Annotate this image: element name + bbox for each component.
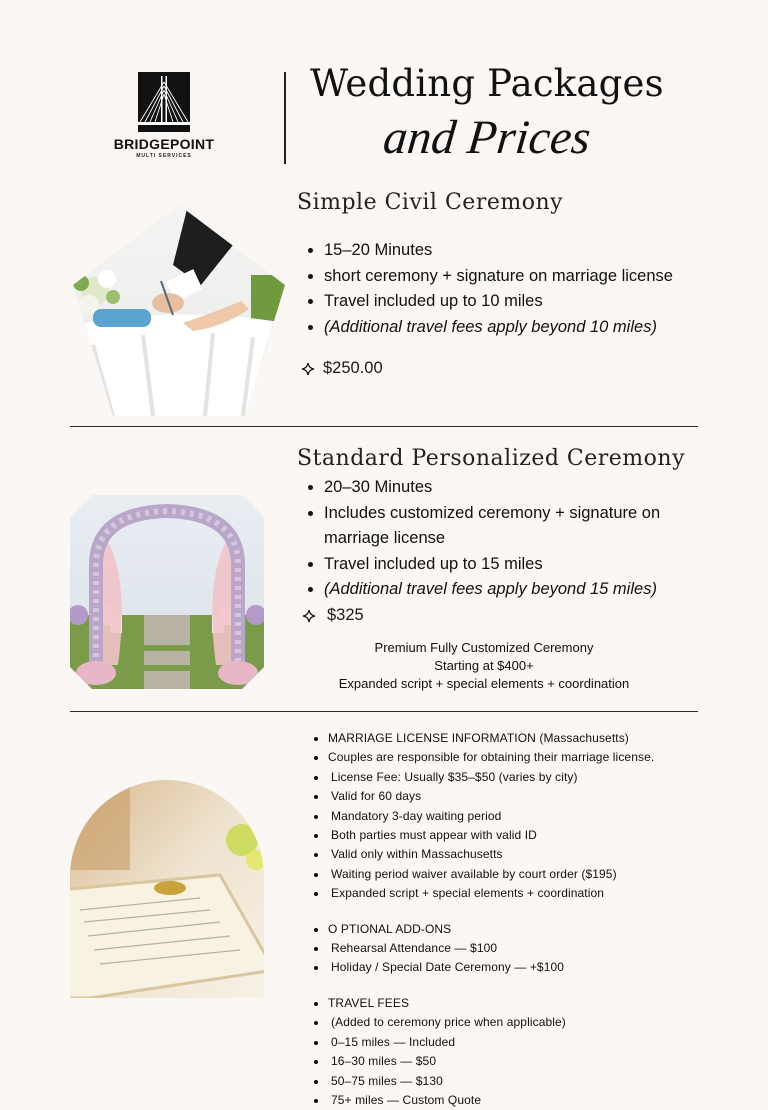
bridge-logo-icon xyxy=(138,72,190,132)
package-title-simple: Simple Civil Ceremony xyxy=(297,190,564,215)
premium-description: Expanded script + special elements + coordination xyxy=(338,675,630,691)
price-standard xyxy=(302,606,364,625)
page-title-script: and Prices xyxy=(380,111,594,164)
price-value: $250.00 xyxy=(323,359,383,377)
logo-subtitle: MULTI SERVICES xyxy=(136,153,192,159)
list-item: (Additional travel fees apply beyond 10 miles) xyxy=(298,315,698,341)
bridgepoint-logo xyxy=(112,72,216,164)
list-item: Holiday / Special Date Ceremony — +$100 xyxy=(313,958,713,977)
list-item: Travel included up to 10 miles xyxy=(298,289,698,315)
list-item: 0–15 miles — Included xyxy=(313,1033,713,1052)
list-item: Expanded script + special elements + coordination xyxy=(313,884,713,903)
travel-heading: TRAVEL FEES xyxy=(313,994,713,1013)
section-divider xyxy=(70,711,698,712)
header-divider xyxy=(284,72,286,164)
license-info-list xyxy=(313,729,713,1110)
marriage-certificate-photo xyxy=(70,780,264,998)
sparkle-icon xyxy=(301,362,315,376)
list-item: License Fee: Usually $35–$50 (varies by city) xyxy=(313,768,713,787)
list-item: Travel included up to 15 miles xyxy=(298,552,670,578)
list-item: 20–30 Minutes xyxy=(298,475,670,501)
section-divider xyxy=(70,426,698,427)
premium-title: Premium Fully Customized Ceremony xyxy=(374,640,594,655)
list-item: Rehearsal Attendance — $100 xyxy=(313,939,713,958)
wedding-arch-photo xyxy=(70,495,264,689)
signing-license-photo xyxy=(73,205,285,416)
page-title: Wedding Packages xyxy=(310,62,664,105)
list-item: short ceremony + signature on marriage license xyxy=(298,264,698,290)
list-item: Valid for 60 days xyxy=(313,787,713,806)
list-item: Couples are responsible for obtaining their marriage license. xyxy=(313,748,713,767)
premium-price: Starting at $400+ xyxy=(434,657,534,673)
premium-package xyxy=(300,639,668,692)
sparkle-icon xyxy=(302,609,316,623)
addons-heading: O PTIONAL ADD-ONS xyxy=(313,920,713,939)
list-item: 50–75 miles — $130 xyxy=(313,1072,713,1091)
list-item: (Additional travel fees apply beyond 15 miles) xyxy=(298,577,670,603)
list-item: Valid only within Massachusetts xyxy=(313,845,713,864)
list-item: 15–20 Minutes xyxy=(298,238,698,264)
package-title-standard: Standard Personalized Ceremony xyxy=(297,446,686,471)
list-item: (Added to ceremony price when applicable) xyxy=(313,1013,713,1032)
logo-name: BRIDGEPOINT xyxy=(113,136,215,152)
package-features-simple xyxy=(298,238,698,340)
price-simple xyxy=(301,359,383,378)
list-item: Both parties must appear with valid ID xyxy=(313,826,713,845)
list-item: 75+ miles — Custom Quote xyxy=(313,1091,713,1110)
list-item: Waiting period waiver available by court order ($195) xyxy=(313,865,713,884)
price-value: $325 xyxy=(327,606,364,624)
list-item: Mandatory 3-day waiting period xyxy=(313,807,713,826)
license-heading: MARRIAGE LICENSE INFORMATION (Massachusetts) xyxy=(313,729,713,748)
list-item: Includes customized ceremony + signature on marriage license xyxy=(298,501,670,552)
list-item: 16–30 miles — $50 xyxy=(313,1052,713,1071)
package-features-standard xyxy=(298,475,670,603)
